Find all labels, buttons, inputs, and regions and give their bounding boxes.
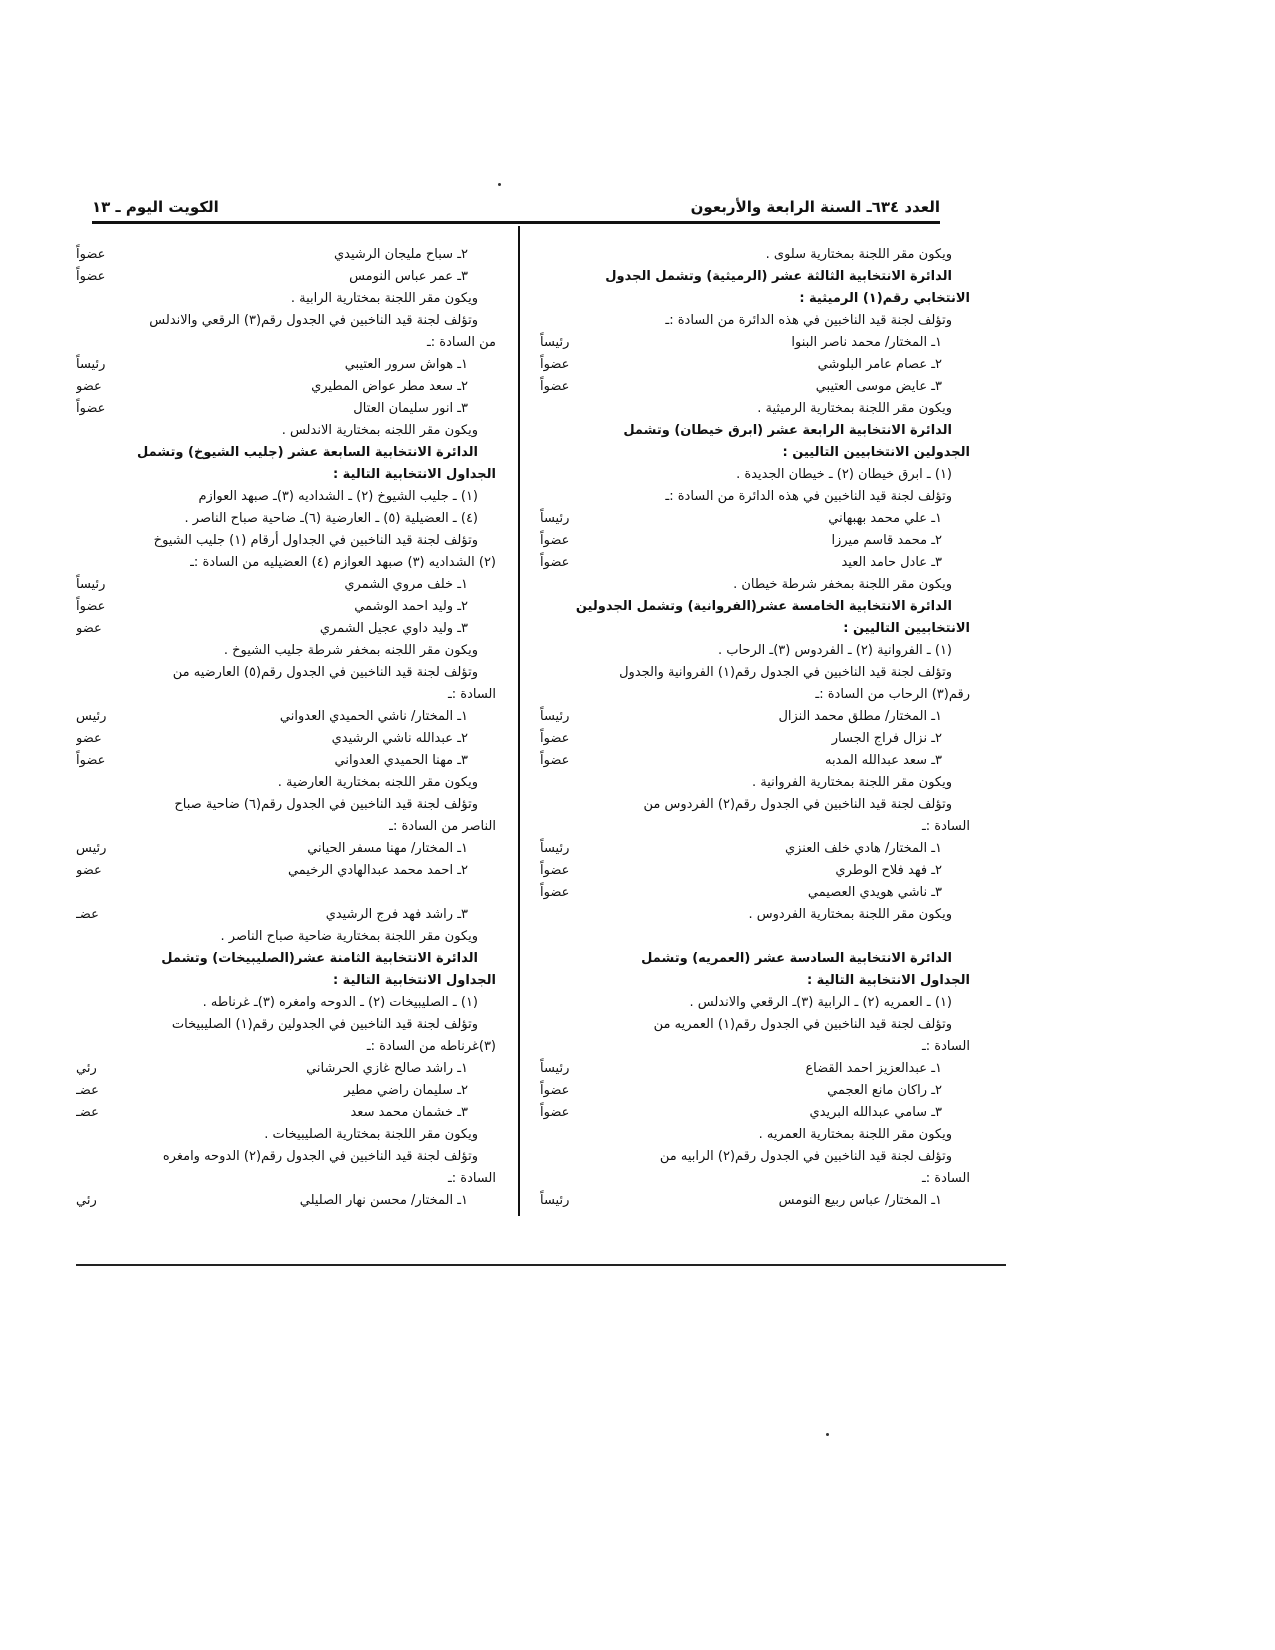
line-text: رقم(٣) الرحاب من السادة :ـ [815,687,970,702]
text-line [76,816,496,838]
member-line [76,244,496,266]
member-line [76,838,496,860]
text-line [76,772,496,794]
line-text: ويكون مقر اللجنه بمختارية الاندلس . [281,423,478,438]
line-text: الدائرة الانتخابية الثالثة عشر (الرميثية) وتشمل الجدول [605,269,952,284]
left-column [76,244,496,1212]
member-role: رئيساً [540,1061,570,1076]
line-text: السادة :ـ [921,1171,970,1186]
line-text: ١ـ خلف مروي الشمري [344,577,468,592]
member-role: رئيساً [76,577,106,592]
member-line [76,398,496,420]
line-text: ١ـ المختار/ مهنا مسفر الحياني [307,841,468,856]
text-line [540,1014,970,1036]
line-text: ٣ـ سامي عبدالله البريدي [809,1105,942,1120]
line-text: وتؤلف لجنة قيد الناخبين في الجدول رقم(١) العمريه من [653,1017,952,1032]
line-text: وتؤلف لجنة قيد الناخبين في الجداول أرقام (١) جليب الشيوخ [153,533,478,548]
line-text: ٢ـ راكان مانع العجمي [827,1083,942,1098]
footer-rule [76,1264,1006,1266]
member-line [540,1080,970,1102]
line-text: (٣)غرناطه من السادة :ـ [366,1039,496,1054]
member-line [540,706,970,728]
member-line [540,728,970,750]
line-text: ٢ـ سعد مطر عواض المطيري [311,379,468,394]
member-role: عضو [76,731,102,746]
member-line [540,508,970,530]
line-text: ٢ـ وليد احمد الوشمي [354,599,468,614]
line-text: ٣ـ سعد عبدالله المدبه [824,753,942,768]
line-text: الجداول الانتخابية التالية : [332,973,496,988]
member-role: عضواً [540,379,570,394]
line-text: ويكون مقر اللجنه بمختارية العارضية . [277,775,478,790]
line-text: وتؤلف لجنة قيد الناخبين في هذه الدائرة من السادة :ـ [665,489,952,504]
column-divider [518,226,520,1216]
district-heading [76,970,496,992]
line-text: وتؤلف لجنة قيد الناخبين في الجدول رقم(٣) الرقعي والاندلس [149,313,478,328]
district-heading [540,420,970,442]
member-role: عضو [76,379,102,394]
line-text: ٢ـ احمد محمد عبدالهادي الرخيمي [287,863,468,878]
text-line [76,684,496,706]
member-role: عضواً [540,863,570,878]
line-text: ١ـ المختار/ مطلق محمد النزال [778,709,942,724]
line-text: ٣ـ خشمان محمد سعد [350,1105,468,1120]
line-text: (١) ـ ابرق خيطان (٢) ـ خيطان الجديدة . [736,467,952,482]
member-line [540,1058,970,1080]
line-text: ويكون مقر اللجنة بمختارية الصليبيخات . [264,1127,478,1142]
text-line [76,310,496,332]
member-role: عضو [76,863,102,878]
line-text: ٢ـ محمد قاسم ميرزا [831,533,942,548]
district-heading [540,618,970,640]
member-role: رئي [76,1061,97,1076]
member-line [540,860,970,882]
line-text: ويكون مقر اللجنة بمخفر شرطة خيطان . [733,577,952,592]
member-line [76,574,496,596]
line-text: ٣ـ مهنا الحميدي العدواني [334,753,468,768]
district-heading [540,970,970,992]
line-text: وتؤلف لجنة قيد الناخبين في الجدول رقم(٦) ضاحية صباح [174,797,478,812]
text-line [76,332,496,354]
issue-info: العدد ٦٣٤ـ السنة الرابعة والأربعون [690,198,940,216]
line-text: (١) ـ الفروانية (٢) ـ الفردوس (٣)ـ الرحاب . [718,643,952,658]
scan-speck [498,183,501,186]
text-line [540,244,970,266]
district-heading [76,948,496,970]
text-line [540,794,970,816]
line-text: ٢ـ سليمان راضي مطير [344,1083,468,1098]
scan-speck [826,1433,829,1436]
line-text: ٣ـ وليد داوي عجيل الشمري [319,621,468,636]
member-line [76,904,496,926]
text-line [76,530,496,552]
member-role: عضواً [540,1105,570,1120]
text-line [540,398,970,420]
line-text: ٣ـ ناشي هويدي العصيمي [807,885,942,900]
member-line [76,1080,496,1102]
member-role: عضواً [540,731,570,746]
district-heading [76,464,496,486]
line-text: الدائرة الانتخابية الرابعة عشر (ابرق خيطان) وتشمل [623,423,952,438]
text-line [540,310,970,332]
member-role: عضواً [540,1083,570,1098]
line-text: ١ـ راشد صالح غازي الحرشاني [306,1061,468,1076]
district-heading [540,596,970,618]
line-text: ٣ـ راشد فهد فرج الرشيدي [325,907,468,922]
member-line [540,1102,970,1124]
line-text: ١ـ المختار/ محمد ناصر البنوا [791,335,942,350]
text-line [540,662,970,684]
line-text: السادة :ـ [921,1039,970,1054]
member-line [540,354,970,376]
line-text: وتؤلف لجنة قيد الناخبين في الجدول رقم(١) الفروانية والجدول [619,665,952,680]
page-header [92,198,940,220]
member-line [76,1058,496,1080]
line-text: ١ـ المختار/ ناشي الحميدي العدواني [279,709,468,724]
text-line [76,1168,496,1190]
line-text: وتؤلف لجنة قيد الناخبين في الجدولين رقم(١) الصليبيخات [171,1017,478,1032]
line-text: الانتخابيين التاليين : [843,621,970,636]
text-line [76,486,496,508]
line-text: السادة :ـ [921,819,970,834]
member-role: عضواً [76,599,106,614]
line-text: ٢ـ نزال فراج الجسار [831,731,942,746]
line-text: الجداول الانتخابية التالية : [332,467,496,482]
text-line [76,288,496,310]
text-line [540,992,970,1014]
line-text: ١ـ علي محمد بهبهاني [828,511,942,526]
text-line [540,904,970,926]
member-role: عضواً [540,753,570,768]
member-role: رئي [76,1193,97,1208]
line-text: وتؤلف لجنة قيد الناخبين في هذه الدائرة من السادة :ـ [665,313,952,328]
line-text: ٢ـ عبدالله ناشي الرشيدي [331,731,468,746]
district-heading [540,442,970,464]
member-line [76,354,496,376]
text-line [76,552,496,574]
line-text: السادة :ـ [447,1171,496,1186]
member-line [540,750,970,772]
member-line [540,530,970,552]
text-line [76,640,496,662]
line-text: من السادة :ـ [426,335,496,350]
text-line [540,486,970,508]
text-line [540,772,970,794]
member-role: رئيساً [540,1193,570,1208]
line-text: (١) ـ الصليبيخات (٢) ـ الدوحه وامغره (٣)ـ غرناطه . [202,995,478,1010]
line-text: (١) ـ جليب الشيوخ (٢) ـ الشداديه (٣)ـ صبهد العوازم [198,489,478,504]
text-line [76,992,496,1014]
member-role: رئيساً [540,841,570,856]
member-line [76,1190,496,1212]
page-number: الكويت اليوم ـ ١٣ [92,198,219,216]
member-role: عضواً [540,533,570,548]
district-heading [76,442,496,464]
line-text: الانتخابي رقم(١) الرميثية : [799,291,970,306]
member-line [76,1102,496,1124]
text-line [540,1168,970,1190]
text-line [76,882,496,904]
line-text: ويكون مقر اللجنة بمختارية الفردوس . [748,907,952,922]
member-line [76,728,496,750]
text-line [76,1014,496,1036]
line-text: الدائرة الانتخابية السابعة عشر (جليب الشيوخ) وتشمل [136,445,478,460]
line-text: ٢ـ سباح مليجان الرشيدي [333,247,468,262]
text-line [540,926,970,948]
member-line [540,882,970,904]
text-line [540,816,970,838]
right-column [540,244,970,1212]
member-line [76,266,496,288]
text-line [76,662,496,684]
member-line [76,706,496,728]
line-text: ويكون مقر اللجنة بمختارية الرميثية . [757,401,952,416]
text-line [540,1036,970,1058]
member-line [540,332,970,354]
member-role: عضواً [76,247,106,262]
member-role: عضواً [540,357,570,372]
line-text: ويكون مقر اللجنة بمختارية الفروانية . [751,775,952,790]
line-text: (٢) الشداديه (٣) صبهد العوازم (٤) العضيليه من السادة :ـ [190,555,496,570]
line-text: ويكون مقر اللجنة بمختارية ضاحية صباح الناصر . [220,929,478,944]
member-role: عضواً [76,269,106,284]
text-line [540,640,970,662]
text-line [540,574,970,596]
line-text: وتؤلف لجنة قيد الناخبين في الجدول رقم(٢) الرابيه من [659,1149,952,1164]
text-line [76,926,496,948]
text-line [76,1146,496,1168]
member-line [76,750,496,772]
member-role: عضواً [540,555,570,570]
member-role: رئيس [76,841,107,856]
member-role: عضواً [76,753,106,768]
member-role: عضـ [76,1083,99,1098]
line-text: الناصر من السادة :ـ [389,819,496,834]
line-text: ويكون مقر اللجنة بمختارية العمريه . [758,1127,952,1142]
line-text: ٢ـ عصام عامر البلوشي [817,357,942,372]
line-text: (١) ـ العمريه (٢) ـ الرابية (٣)ـ الرقعي والاندلس . [689,995,952,1010]
district-heading [540,948,970,970]
line-text: ويكون مقر اللجنه بمخفر شرطة جليب الشيوخ . [223,643,478,658]
header-rule [92,221,940,224]
member-role: عضواً [76,401,106,416]
line-text: الجدولين الانتخابيين التاليين : [782,445,970,460]
member-line [540,1190,970,1212]
line-text: ٣ـ انور سليمان العتال [353,401,468,416]
member-line [76,618,496,640]
member-line [76,376,496,398]
line-text: ويكون مقر اللجنة بمختارية سلوى . [765,247,952,262]
member-line [540,376,970,398]
text-line [76,508,496,530]
member-line [540,552,970,574]
line-text: ١ـ عبدالعزيز احمد القضاع [805,1061,942,1076]
line-text: ٣ـ عمر عباس النومس [349,269,468,284]
line-text: وتؤلف لجنة قيد الناخبين في الجدول رقم(٢) الفردوس من [643,797,952,812]
line-text: ٣ـ عايض موسى العتيبي [815,379,942,394]
member-line [540,838,970,860]
line-text: ١ـ المختار/ عباس ربيع النومس [778,1193,942,1208]
line-text: ٢ـ فهد فلاح الوطري [835,863,942,878]
line-text: الجداول الانتخابية التالية : [806,973,970,988]
line-text: السادة :ـ [447,687,496,702]
member-role: عضـ [76,1105,99,1120]
member-line [76,596,496,618]
line-text: وتؤلف لجنة قيد الناخبين في الجدول رقم(٥) العارضيه من [172,665,478,680]
member-role: رئيساً [540,335,570,350]
line-text: (٤) ـ العضيلية (٥) ـ العارضية (٦)ـ ضاحية صباح الناصر . [184,511,478,526]
text-line [76,1036,496,1058]
member-role: رئيس [76,709,107,724]
line-text: ٣ـ عادل حامد العيد [841,555,942,570]
line-text: ١ـ هواش سرور العتيبي [344,357,468,372]
text-line [76,420,496,442]
line-text: الدائرة الانتخابية الخامسة عشر(الفروانية) وتشمل الجدولين [575,599,952,614]
text-line [540,1124,970,1146]
line-text: الدائرة الانتخابية الثامنة عشر(الصليبيخات) وتشمل [161,951,478,966]
text-line [540,464,970,486]
line-text: ويكون مقر اللجنة بمختارية الرابية . [290,291,478,306]
district-heading [540,266,970,288]
text-line [540,1146,970,1168]
text-line [76,1124,496,1146]
member-line [76,860,496,882]
member-role: عضو [76,621,102,636]
member-role: عضـ [76,907,99,922]
line-text: ١ـ المختار/ محسن نهار الصليلي [299,1193,468,1208]
line-text: ١ـ المختار/ هادي خلف العنزي [784,841,942,856]
district-heading [540,288,970,310]
member-role: رئيساً [540,709,570,724]
member-role: رئيساً [76,357,106,372]
line-text: وتؤلف لجنة قيد الناخبين في الجدول رقم(٢) الدوحه وامغره [162,1149,478,1164]
member-role: رئيساً [540,511,570,526]
text-line [540,684,970,706]
line-text: الدائرة الانتخابية السادسة عشر (العمريه) وتشمل [641,951,952,966]
text-line [76,794,496,816]
member-role: عضواً [540,885,570,900]
